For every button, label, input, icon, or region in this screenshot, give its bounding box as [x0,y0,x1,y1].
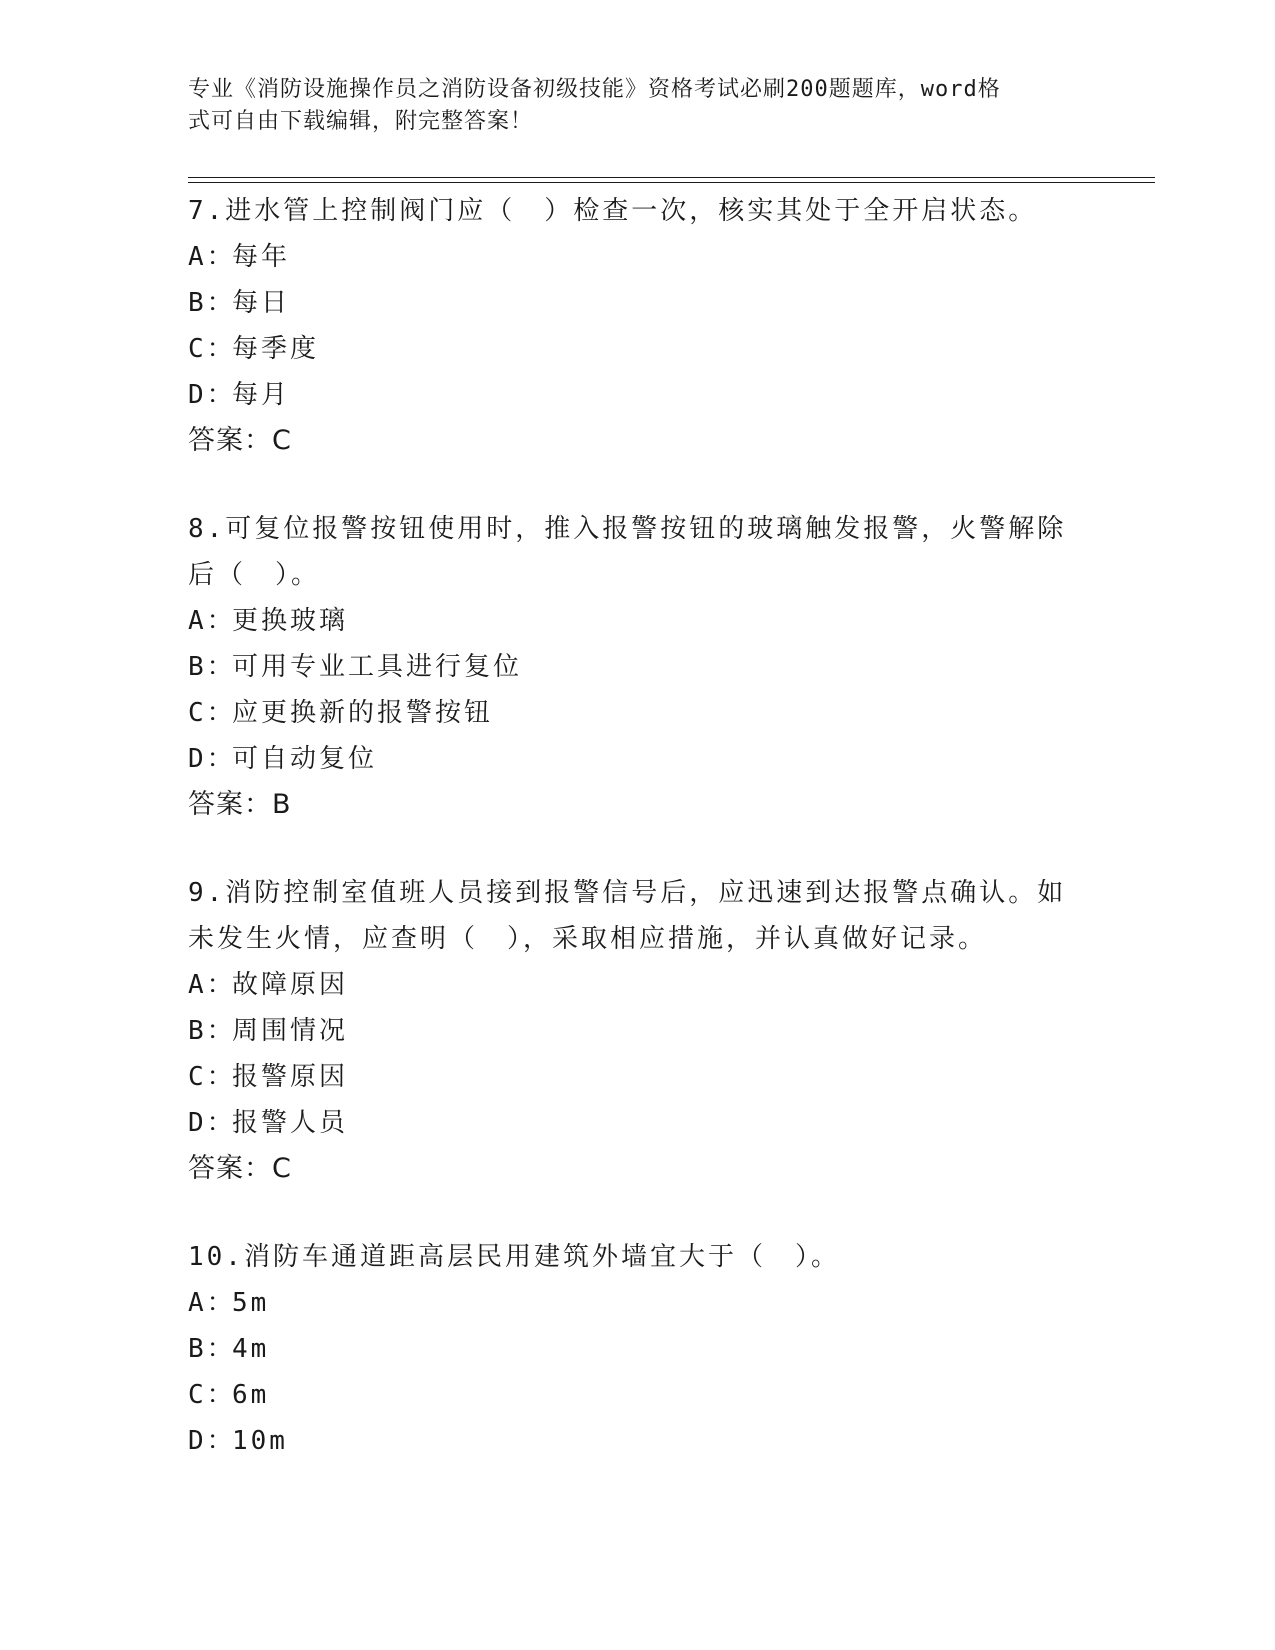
option-a [188,1280,1088,1326]
option-key: A： [188,970,236,1000]
option-b [188,1008,1088,1054]
option-b [188,644,1088,690]
option-d [188,1418,1088,1464]
option-key: B： [188,652,236,682]
question-stem: 7.进水管上控制阀门应（ ）检查一次，核实其处于全开启状态。 [188,196,1038,226]
option-key: B： [188,288,236,318]
option-text: 报警原因 [232,1062,349,1092]
option-text: 每日 [232,288,291,318]
option-b [188,280,1088,326]
option-key: A： [188,1288,236,1318]
option-text: 报警人员 [232,1108,349,1138]
answer-line: 答案：C [188,1153,292,1184]
option-text: 10m [232,1426,288,1456]
option-text: 5m [232,1288,270,1318]
option-c [188,326,1088,372]
question-stem: 8.可复位报警按钮使用时，推入报警按钮的玻璃触发报警，火警解除后（ ）。 [188,514,1067,590]
question-10 [188,1234,1088,1464]
option-key: D： [188,1108,236,1138]
option-text: 每月 [232,380,291,410]
option-text: 可自动复位 [232,744,378,774]
document-header: 专业《消防设施操作员之消防设备初级技能》资格考试必刷200题题库，word格 式可自由下载编辑，附完整答案！ [188,77,1001,134]
option-key: D： [188,1426,236,1456]
option-text: 应更换新的报警按钮 [232,698,494,728]
option-key: A： [188,606,236,636]
question-stem: 10.消防车通道距高层民用建筑外墙宜大于（ ）。 [188,1242,840,1272]
option-text: 更换玻璃 [232,606,349,636]
option-key: C： [188,1062,236,1092]
option-key: D： [188,744,236,774]
option-text: 故障原因 [232,970,349,1000]
option-text: 可用专业工具进行复位 [232,652,523,682]
option-c [188,1054,1088,1100]
question-stem: 9.消防控制室值班人员接到报警信号后，应迅速到达报警点确认。如未发生火情，应查明（ ），采取相应措施，并认真做好记录。 [188,878,1067,954]
option-key: D： [188,380,236,410]
option-a [188,598,1088,644]
option-key: C： [188,334,236,364]
option-key: C： [188,698,236,728]
option-key: A： [188,242,236,272]
answer-line: 答案：B [188,789,292,820]
option-c [188,1372,1088,1418]
option-a [188,962,1088,1008]
option-b [188,1326,1088,1372]
header-divider-top [188,177,1155,178]
option-d [188,1100,1088,1146]
option-text: 4m [232,1334,270,1364]
option-text: 每季度 [232,334,320,364]
answer-line: 答案：C [188,425,292,456]
question-7 [188,188,1088,464]
option-a [188,234,1088,280]
header-divider-bottom [188,182,1155,183]
option-text: 每年 [232,242,291,272]
option-c [188,690,1088,736]
option-d [188,736,1088,782]
option-text: 6m [232,1380,270,1410]
option-key: B： [188,1334,236,1364]
option-d [188,372,1088,418]
question-list [188,188,1088,1506]
option-key: B： [188,1016,236,1046]
question-8 [188,506,1088,828]
option-text: 周围情况 [232,1016,349,1046]
question-9 [188,870,1088,1192]
option-key: C： [188,1380,236,1410]
